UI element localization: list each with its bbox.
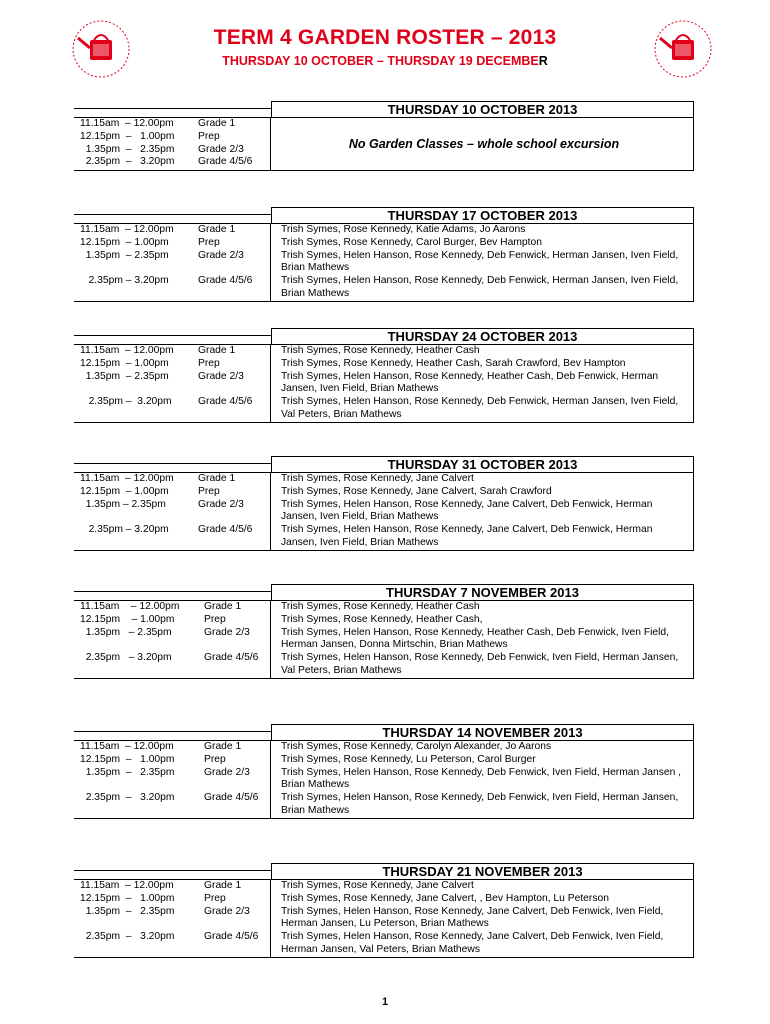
roster-heading: THURSDAY 31 OCTOBER 2013 — [271, 456, 694, 472]
volunteers-column: Trish Symes, Rose Kennedy, Jane Calvert Trish Symes, Rose Kennedy, Jane Calvert, Sarah Crawford Trish Symes, Helen Hanson, Rose Kennedy, Jane Calvert, Deb Fenwick, Herman Jansen, Iven Field, Brian Mathews Trish Symes, Helen Hanson, Rose Kennedy, Jane Calvert, Deb Fenwick, Herman Jansen, Iven Field, Brian Mathews — [271, 473, 694, 550]
volunteers-column: Trish Symes, Rose Kennedy, Heather Cash Trish Symes, Rose Kennedy, Heather Cash, Trish Symes, Helen Hanson, Rose Kennedy, Heather Cash, Deb Fenwick, Iven Field, Herman Jansen, Donna Mirtschin, Brian Mathews Trish Symes, Helen Hanson, Rose Kennedy, Deb Fenwick, Iven Field, Herman Jansen, Val Peters, Brian Mathews — [271, 601, 694, 678]
roster-block-14-nov — [74, 723, 694, 819]
times-column: 11.15am – 12.00pm Grade 1 12.15pm – 1.00pm Prep 1.35pm – 2.35pm Grade 2/3 2.35pm – 3.20pm Grade 4/5/6 — [74, 345, 271, 422]
roster-block-7-nov — [74, 583, 694, 679]
times-column: 11.15am – 12.00pm Grade 1 12.15pm – 1.00pm Prep 1.35pm – 2.35pm Grade 2/3 2.35pm – 3.20pm Grade 4/5/6 — [74, 224, 271, 301]
roster-block-31-oct — [74, 455, 694, 551]
volunteers-column: Trish Symes, Rose Kennedy, Jane Calvert Trish Symes, Rose Kennedy, Jane Calvert, , Bev Hampton, Lu Peterson Trish Symes, Helen Hanson, Rose Kennedy, Jane Calvert, Deb Fenwick, Iven Field, Herman Jansen, Lu Peterson, Brian Mathews Trish Symes, Helen Hanson, Rose Kennedy, Jane Calvert, Deb Fenwick, Iven Field, Herman Jansen, Val Peters, Brian Mathews — [271, 880, 694, 957]
roster-block-10-oct — [74, 100, 694, 171]
roster-heading: THURSDAY 21 NOVEMBER 2013 — [271, 863, 694, 879]
volunteers-column: Trish Symes, Rose Kennedy, Heather Cash Trish Symes, Rose Kennedy, Heather Cash, Sarah Crawford, Bev Hampton Trish Symes, Helen Hanson, Rose Kennedy, Heather Cash, Deb Fenwick, Herman Jansen, Iven Field, Brian Mathews Trish Symes, Helen Hanson, Rose Kennedy, Deb Fenwick, Herman Jansen, Iven Field, Val Peters, Brian Mathews — [271, 345, 694, 422]
page-subtitle: THURSDAY 10 OCTOBER – THURSDAY 19 DECEMBER — [222, 54, 548, 68]
page-number: 1 — [381, 996, 389, 1008]
roster-heading: THURSDAY 17 OCTOBER 2013 — [271, 207, 694, 223]
roster-heading: THURSDAY 24 OCTOBER 2013 — [271, 328, 694, 344]
times-column: 11.15am – 12.00pm Grade 1 12.15pm – 1.00pm Prep 1.35pm – 2.35pm Grade 2/3 2.35pm – 3.20pm Grade 4/5/6 — [74, 473, 271, 550]
roster-block-21-nov — [74, 862, 694, 958]
times-column: 11.15am – 12.00pm Grade 1 12.15pm – 1.00pm Prep 1.35pm – 2.35pm Grade 2/3 2.35pm – 3.20pm Grade 4/5/6 — [74, 880, 271, 957]
roster-block-17-oct — [74, 206, 694, 302]
roster-heading: THURSDAY 10 OCTOBER 2013 — [271, 101, 694, 117]
roster-heading: THURSDAY 7 NOVEMBER 2013 — [271, 584, 694, 600]
volunteers-column: Trish Symes, Rose Kennedy, Carolyn Alexander, Jo Aarons Trish Symes, Rose Kennedy, Lu Peterson, Carol Burger Trish Symes, Helen Hanson, Rose Kennedy, Deb Fenwick, Iven Field, Herman Jansen , Brian Mathews Trish Symes, Helen Hanson, Rose Kennedy, Deb Fenwick, Iven Field, Herman Jansen, Brian Mathews — [271, 741, 694, 818]
excursion-message: No Garden Classes – whole school excursion — [348, 136, 620, 151]
volunteers-column — [271, 118, 694, 170]
roster-block-24-oct — [74, 327, 694, 423]
times-column: 11.15am – 12.00pm Grade 1 12.15pm – 1.00pm Prep 1.35pm – 2.35pm Grade 2/3 2.35pm – 3.20pm Grade 4/5/6 — [74, 741, 271, 818]
volunteers-column: Trish Symes, Rose Kennedy, Katie Adams, Jo Aarons Trish Symes, Rose Kennedy, Carol Burger, Bev Hampton Trish Symes, Helen Hanson, Rose Kennedy, Deb Fenwick, Herman Jansen, Iven Field, Brian Mathews Trish Symes, Helen Hanson, Rose Kennedy, Deb Fenwick, Herman Jansen, Iven Field, Brian Mathews — [271, 224, 694, 301]
times-column: 11.15am – 12.00pm Grade 1 12.15pm – 1.00pm Prep 1.35pm – 2.35pm Grade 2/3 2.35pm – 3.20pm Grade 4/5/6 — [74, 601, 271, 678]
page-title: TERM 4 GARDEN ROSTER – 2013 — [213, 26, 557, 49]
times-column: 11.15am – 12.00pm Grade 1 12.15pm – 1.00pm Prep 1.35pm – 2.35pm Grade 2/3 2.35pm – 3.20pm Grade 4/5/6 — [74, 118, 271, 170]
roster-heading: THURSDAY 14 NOVEMBER 2013 — [271, 724, 694, 740]
